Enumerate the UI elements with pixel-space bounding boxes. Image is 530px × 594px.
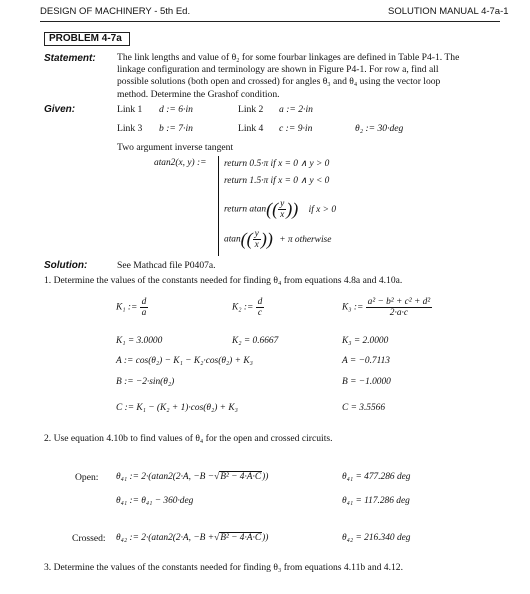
program-bar: [218, 156, 219, 256]
c-value: C = 3.5566: [342, 403, 386, 413]
b-value: B = −1.0000: [342, 377, 391, 387]
atan2-line2: return 1.5·π if x = 0 ∧ y < 0: [224, 176, 330, 186]
atan2-line3-func: return atan: [224, 204, 267, 215]
k2-numerator: d: [257, 297, 263, 307]
problem-title: PROBLEM 4-7a: [44, 32, 130, 46]
crossed-label: Crossed:: [72, 533, 106, 544]
atan2-line3-cond: if x > 0: [308, 204, 337, 215]
fraction-denominator: x: [254, 240, 259, 250]
given-link2: Link 2: [238, 104, 264, 115]
k2-denominator: c: [257, 308, 263, 318]
given-label: Given:: [44, 104, 76, 115]
fraction-denominator: x: [280, 210, 285, 220]
statement-line: linkage configuration and terminology are shown in Figure P4-1. For row a, find all: [117, 64, 439, 76]
solution-text: See Mathcad file P0407a.: [117, 260, 216, 271]
step-3: 3. Determine the values of the constants needed for finding θ₃ from equations 4.11b and 4.12.: [44, 562, 403, 573]
given-a: a := 2·in: [279, 104, 313, 115]
k1-numerator: d: [141, 297, 147, 307]
y-over-x-fraction: [253, 229, 261, 250]
header-book-title: DESIGN OF MACHINERY - 5th Ed.: [40, 6, 191, 17]
k3-definition: [342, 297, 432, 318]
header-rule: [40, 21, 500, 22]
open-label: Open:: [75, 472, 99, 483]
k2-value: K₂ = 0.6667: [232, 336, 279, 346]
atan2-line4-cond: + π otherwise: [279, 234, 332, 245]
k3-fraction: [366, 297, 433, 318]
solution-label: Solution:: [44, 260, 88, 271]
theta42-radicand: B² − 4·A·C: [220, 533, 262, 543]
theta41-adjust-value: θ₄₁ = 117.286 deg: [342, 496, 410, 506]
given-theta2: θ₂ := 30·deg: [355, 123, 404, 134]
k1-lhs: K₁ :=: [116, 302, 138, 313]
k1-value: K₁ = 3.0000: [116, 336, 163, 346]
step-1: 1. Determine the values of the constants needed for finding θ₄ from equations 4.8a and 4.10a.: [44, 275, 403, 286]
given-d: d := 6·in: [159, 104, 193, 115]
theta42-close: )): [262, 533, 269, 543]
theta41-lhs: θ₄₁ := 2·(atan2(2·A, −B −: [116, 472, 215, 482]
statement-text: [117, 52, 459, 101]
k3-denominator: 2·a·c: [389, 308, 409, 318]
given-b: b := 7·in: [159, 123, 193, 134]
theta41-adjust-equation: θ₄₁ := θ₄₁ − 360·deg: [116, 496, 194, 506]
statement-label: Statement:: [44, 53, 96, 64]
k1-fraction: [140, 297, 149, 318]
theta42-value: θ₄₂ = 216.340 deg: [342, 533, 411, 543]
c-equation: C := K₁ − (K₂ + 1)·cos(θ₂) + K₃: [116, 403, 238, 413]
theta42-lhs: θ₄₂ := 2·(atan2(2·A, −B +: [116, 533, 215, 543]
atan2-line3: return atan(( $\frac{y}{x}$ )) if x > 0: [224, 199, 337, 220]
theta41-close: )): [262, 472, 269, 482]
k3-numerator: a² − b² + c² + d²: [367, 297, 431, 307]
a-equation: A := cos(θ₂) − K₁ − K₂·cos(θ₂) + K₃: [116, 356, 253, 366]
given-c: c := 9·in: [279, 123, 313, 134]
b-equation: B := −2·sin(θ₂): [116, 377, 175, 387]
statement-line: method. Determine the Grashof condition.: [117, 88, 280, 100]
k1-definition: [116, 297, 148, 318]
atan-title: Two argument inverse tangent: [117, 142, 234, 153]
k1-denominator: a: [141, 308, 147, 318]
given-link1: Link 1: [117, 104, 143, 115]
atan2-line4: atan(( $\frac{y}{x}$ )) + π otherwise: [224, 229, 332, 250]
fraction-numerator: y: [254, 229, 259, 239]
given-link3: Link 3: [117, 123, 143, 134]
theta41-radicand: B² − 4·A·C: [220, 472, 262, 482]
statement-line: possible solutions (both open and crossed) for angles θ₃ and θ₄ using the vector loop: [117, 76, 441, 88]
step-2: 2. Use equation 4.10b to find values of θ₄ for the open and crossed circuits.: [44, 433, 333, 444]
atan2-line4-func: atan: [224, 234, 241, 245]
statement-line: The link lengths and value of θ₂ for some fourbar linkages are defined in Table P4-1. The: [117, 52, 460, 63]
theta42-equation: θ₄₂ := 2·(atan2(2·A, −B +√B² − 4·A·C)): [116, 533, 269, 543]
k2-lhs: K₂ :=: [232, 302, 254, 313]
atan2-definition: atan2(x, y) :=: [154, 158, 207, 168]
theta41-equation: θ₄₁ := 2·(atan2(2·A, −B −√B² − 4·A·C)): [116, 472, 269, 482]
a-value: A = −0.7113: [342, 356, 390, 366]
header-manual-page: SOLUTION MANUAL 4-7a-1: [388, 6, 509, 17]
k3-lhs: K₃ :=: [342, 302, 364, 313]
k2-definition: [232, 297, 264, 318]
theta41-value: θ₄₁ = 477.286 deg: [342, 472, 411, 482]
k3-value: K₃ = 2.0000: [342, 336, 389, 346]
k2-fraction: [256, 297, 265, 318]
atan2-line1: return 0.5·π if x = 0 ∧ y > 0: [224, 159, 330, 169]
given-link4: Link 4: [238, 123, 264, 134]
fraction-numerator: y: [280, 199, 285, 209]
